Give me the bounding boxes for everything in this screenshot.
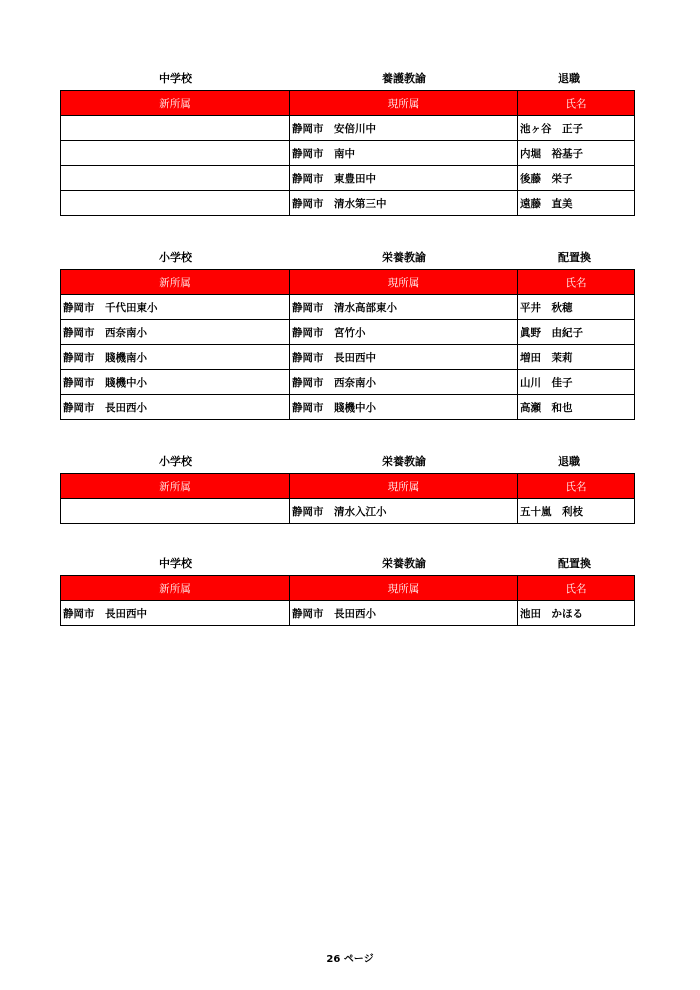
personnel-table — [60, 473, 635, 524]
name-cell: 池ヶ谷 正子 — [518, 116, 635, 141]
current-affiliation-cell: 静岡市 東豊田中 — [290, 166, 518, 191]
new-affiliation-cell: 静岡市 長田西中 — [61, 601, 290, 626]
new-affiliation-cell: 静岡市 千代田東小 — [61, 295, 290, 320]
role-label: 養護教諭 — [382, 72, 426, 85]
current-affiliation-cell: 静岡市 長田西小 — [290, 601, 518, 626]
name-cell: 高瀬 和也 — [518, 395, 635, 420]
section-1 — [60, 68, 634, 216]
table-row — [61, 345, 635, 370]
header-new-affiliation: 新所属 — [61, 474, 290, 499]
school-level-label: 小学校 — [159, 251, 192, 264]
personnel-table — [60, 90, 635, 216]
current-affiliation-cell: 静岡市 清水第三中 — [290, 191, 518, 216]
new-affiliation-cell — [61, 499, 290, 524]
name-cell: 後藤 栄子 — [518, 166, 635, 191]
name-cell: 内堀 裕基子 — [518, 141, 635, 166]
school-level-label: 中学校 — [159, 557, 192, 570]
current-affiliation-cell: 静岡市 安倍川中 — [290, 116, 518, 141]
new-affiliation-cell — [61, 116, 290, 141]
new-affiliation-cell: 静岡市 西奈南小 — [61, 320, 290, 345]
table-header-row — [61, 270, 635, 295]
table-row — [61, 320, 635, 345]
table-header-row — [61, 576, 635, 601]
table-row — [61, 370, 635, 395]
current-affiliation-cell: 静岡市 南中 — [290, 141, 518, 166]
name-cell: 平井 秋穂 — [518, 295, 635, 320]
section-header — [60, 451, 634, 469]
new-affiliation-cell: 静岡市 賤機中小 — [61, 370, 290, 395]
current-affiliation-cell: 静岡市 西奈南小 — [290, 370, 518, 395]
table-row — [61, 141, 635, 166]
name-cell: 池田 かほる — [518, 601, 635, 626]
section-header — [60, 247, 634, 265]
name-cell: 山川 佳子 — [518, 370, 635, 395]
header-current-affiliation: 現所属 — [290, 576, 518, 601]
table-row — [61, 601, 635, 626]
header-name: 氏名 — [518, 270, 635, 295]
personnel-table — [60, 575, 635, 626]
header-name: 氏名 — [518, 474, 635, 499]
section-header — [60, 553, 634, 571]
section-4 — [60, 553, 634, 626]
section-header — [60, 68, 634, 86]
change-type-label: 退職 — [558, 455, 580, 468]
school-level-label: 中学校 — [159, 72, 192, 85]
role-label: 栄養教諭 — [382, 557, 426, 570]
current-affiliation-cell: 静岡市 清水高部東小 — [290, 295, 518, 320]
header-new-affiliation: 新所属 — [61, 576, 290, 601]
role-label: 栄養教諭 — [382, 251, 426, 264]
table-row — [61, 116, 635, 141]
name-cell: 増田 茉莉 — [518, 345, 635, 370]
table-header-row — [61, 91, 635, 116]
table-row — [61, 166, 635, 191]
table-row — [61, 395, 635, 420]
new-affiliation-cell — [61, 141, 290, 166]
new-affiliation-cell — [61, 166, 290, 191]
new-affiliation-cell — [61, 191, 290, 216]
header-current-affiliation: 現所属 — [290, 270, 518, 295]
name-cell: 遠藤 直美 — [518, 191, 635, 216]
current-affiliation-cell: 静岡市 賤機中小 — [290, 395, 518, 420]
new-affiliation-cell: 静岡市 賤機南小 — [61, 345, 290, 370]
header-current-affiliation: 現所属 — [290, 474, 518, 499]
current-affiliation-cell: 静岡市 宮竹小 — [290, 320, 518, 345]
header-current-affiliation: 現所属 — [290, 91, 518, 116]
change-type-label: 配置換 — [558, 557, 591, 570]
header-new-affiliation: 新所属 — [61, 91, 290, 116]
change-type-label: 退職 — [558, 72, 580, 85]
table-row — [61, 499, 635, 524]
new-affiliation-cell: 静岡市 長田西小 — [61, 395, 290, 420]
header-name: 氏名 — [518, 91, 635, 116]
table-row — [61, 191, 635, 216]
name-cell: 眞野 由紀子 — [518, 320, 635, 345]
current-affiliation-cell: 静岡市 長田西中 — [290, 345, 518, 370]
change-type-label: 配置換 — [558, 251, 591, 264]
header-new-affiliation: 新所属 — [61, 270, 290, 295]
table-header-row — [61, 474, 635, 499]
table-row — [61, 295, 635, 320]
page-number: 26 ページ — [326, 954, 374, 965]
name-cell: 五十嵐 利枝 — [518, 499, 635, 524]
section-2 — [60, 247, 634, 420]
current-affiliation-cell: 静岡市 清水入江小 — [290, 499, 518, 524]
section-3 — [60, 451, 634, 524]
school-level-label: 小学校 — [159, 455, 192, 468]
personnel-table — [60, 269, 635, 420]
role-label: 栄養教諭 — [382, 455, 426, 468]
header-name: 氏名 — [518, 576, 635, 601]
